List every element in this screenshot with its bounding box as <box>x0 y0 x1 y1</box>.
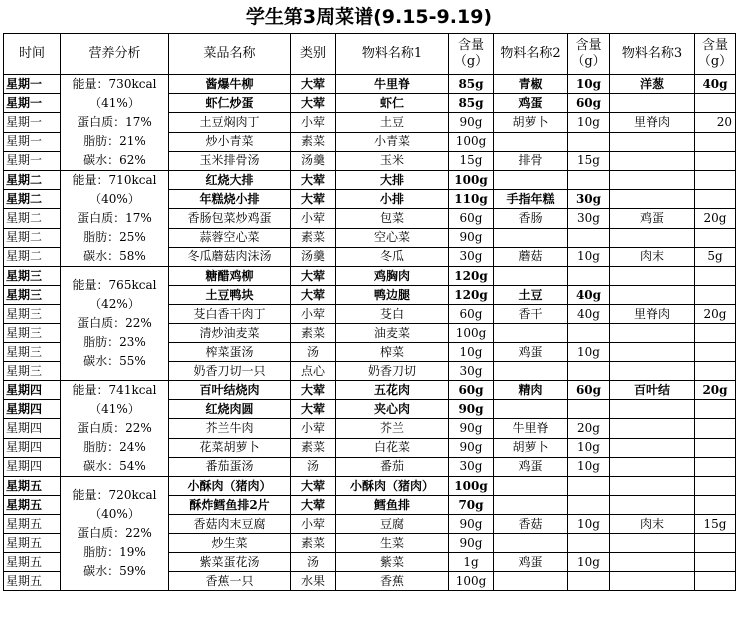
table-row <box>4 75 736 94</box>
qty3-cell: 20g <box>695 209 736 228</box>
header-cell-qty3: 含量（g） <box>695 34 736 75</box>
day-cell: 星期二 <box>4 209 61 228</box>
qty2-cell <box>568 572 610 591</box>
material1-cell: 鳕鱼排 <box>336 496 449 515</box>
qty3-cell <box>695 267 736 286</box>
qty3-cell <box>695 190 736 209</box>
material2-cell: 土豆 <box>494 286 568 305</box>
nutrition-cell <box>61 171 169 267</box>
material2-cell: 鸡蛋 <box>494 553 568 572</box>
qty3-cell <box>695 553 736 572</box>
day-cell: 星期四 <box>4 457 61 476</box>
nutrition-line: 蛋白质：22% <box>77 421 152 435</box>
header-cell-qty1: 含量（g） <box>449 34 494 75</box>
qty2-cell: 20g <box>568 419 610 438</box>
qty3-cell <box>695 151 736 170</box>
qty3-cell <box>695 419 736 438</box>
dish-cell: 清炒油麦菜 <box>169 324 291 343</box>
material3-cell <box>610 534 695 553</box>
material1-cell: 芟白 <box>336 305 449 324</box>
dish-cell: 红烧肉圆 <box>169 400 291 419</box>
qty3-cell <box>695 343 736 362</box>
material3-cell <box>610 132 695 151</box>
material1-cell: 玉米 <box>336 151 449 170</box>
material3-cell <box>610 267 695 286</box>
material2-cell: 香干 <box>494 305 568 324</box>
material2-cell <box>494 400 568 419</box>
material2-cell <box>494 171 568 190</box>
material1-cell: 鸡胸肉 <box>336 267 449 286</box>
category-cell: 小荤 <box>291 419 336 438</box>
category-cell: 大荤 <box>291 286 336 305</box>
header-cell-material3: 物料名称3 <box>610 34 695 75</box>
material1-cell: 奶香刀切 <box>336 362 449 381</box>
qty2-cell <box>568 171 610 190</box>
nutrition-line: 能量：765kcal <box>72 278 157 292</box>
material1-cell: 小酥肉（猪肉） <box>336 477 449 496</box>
dish-cell: 土豆鸭块 <box>169 286 291 305</box>
category-cell: 大荤 <box>291 477 336 496</box>
day-cell: 星期四 <box>4 419 61 438</box>
qty2-cell: 10g <box>568 457 610 476</box>
header-cell-qty2: 含量（g） <box>568 34 610 75</box>
nutrition-cell <box>61 75 169 171</box>
material3-cell: 百叶结 <box>610 381 695 400</box>
material3-cell <box>610 228 695 247</box>
nutrition-line: 脂肪：19% <box>83 545 146 559</box>
qty1-cell: 60g <box>449 305 494 324</box>
category-cell: 大荤 <box>291 94 336 113</box>
material2-cell: 排骨 <box>494 151 568 170</box>
category-cell: 汤 <box>291 343 336 362</box>
qty2-cell: 10g <box>568 343 610 362</box>
qty1-cell: 90g <box>449 113 494 132</box>
qty2-cell: 10g <box>568 438 610 457</box>
material2-cell: 手指年糕 <box>494 190 568 209</box>
qty3-cell <box>695 438 736 457</box>
nutrition-line: （40%） <box>89 507 140 521</box>
material1-cell: 鸭边腿 <box>336 286 449 305</box>
header-cell-dish: 菜品名称 <box>169 34 291 75</box>
table-row <box>4 267 736 286</box>
qty3-cell <box>695 132 736 151</box>
dish-cell: 花菜胡萝卜 <box>169 438 291 457</box>
material1-cell: 虾仁 <box>336 94 449 113</box>
qty3-cell <box>695 572 736 591</box>
dish-cell: 奶香刀切一只 <box>169 362 291 381</box>
nutrition-cell <box>61 381 169 477</box>
category-cell: 素菜 <box>291 324 336 343</box>
nutrition-line: 碳水：54% <box>83 459 146 473</box>
qty2-cell <box>568 400 610 419</box>
qty3-cell <box>695 534 736 553</box>
qty1-cell: 120g <box>449 267 494 286</box>
dish-cell: 香菇肉末豆腐 <box>169 515 291 534</box>
material3-cell <box>610 553 695 572</box>
qty3-cell <box>695 94 736 113</box>
material3-cell: 里脊肉 <box>610 113 695 132</box>
table-row <box>4 171 736 190</box>
qty2-cell: 30g <box>568 209 610 228</box>
dish-cell: 红烧大排 <box>169 171 291 190</box>
category-cell: 大荤 <box>291 496 336 515</box>
category-cell: 点心 <box>291 362 336 381</box>
qty2-cell: 40g <box>568 305 610 324</box>
qty1-cell: 30g <box>449 362 494 381</box>
material3-cell <box>610 477 695 496</box>
category-cell: 大荤 <box>291 171 336 190</box>
material3-cell <box>610 171 695 190</box>
dish-cell: 小酥肉（猪肉） <box>169 477 291 496</box>
qty3-cell <box>695 286 736 305</box>
material2-cell <box>494 496 568 515</box>
material1-cell: 包菜 <box>336 209 449 228</box>
category-cell: 素菜 <box>291 438 336 457</box>
nutrition-line: 脂肪：21% <box>83 134 146 148</box>
qty2-cell: 60g <box>568 94 610 113</box>
qty1-cell: 90g <box>449 438 494 457</box>
header-row <box>4 34 736 75</box>
qty1-cell: 85g <box>449 94 494 113</box>
qty2-cell: 10g <box>568 515 610 534</box>
material2-cell: 胡萝卜 <box>494 113 568 132</box>
material1-cell: 五花肉 <box>336 381 449 400</box>
qty2-cell <box>568 132 610 151</box>
nutrition-line: 能量：730kcal <box>72 77 157 91</box>
qty3-cell: 20g <box>695 305 736 324</box>
material1-cell: 夹心肉 <box>336 400 449 419</box>
dish-cell: 酥炸鳕鱼排2片 <box>169 496 291 515</box>
header-cell-material1: 物料名称1 <box>336 34 449 75</box>
day-cell: 星期三 <box>4 267 61 286</box>
day-cell: 星期五 <box>4 496 61 515</box>
qty1-cell: 100g <box>449 477 494 496</box>
dish-cell: 冬瓜蘑菇肉沫汤 <box>169 247 291 266</box>
material1-cell: 榨菜 <box>336 343 449 362</box>
material3-cell: 里脊肉 <box>610 305 695 324</box>
qty2-cell <box>568 228 610 247</box>
qty3-cell: 20g <box>695 381 736 400</box>
category-cell: 大荤 <box>291 190 336 209</box>
day-cell: 星期五 <box>4 553 61 572</box>
header-cell-nutrition: 营养分析 <box>61 34 169 75</box>
day-cell: 星期三 <box>4 305 61 324</box>
qty1-cell: 100g <box>449 572 494 591</box>
day-cell: 星期一 <box>4 94 61 113</box>
day-cell: 星期二 <box>4 228 61 247</box>
qty3-cell <box>695 477 736 496</box>
qty1-cell: 90g <box>449 515 494 534</box>
qty3-cell <box>695 228 736 247</box>
material2-cell: 精肉 <box>494 381 568 400</box>
material1-cell: 冬瓜 <box>336 247 449 266</box>
category-cell: 小荤 <box>291 209 336 228</box>
nutrition-line: （41%） <box>89 402 140 416</box>
qty3-cell <box>695 171 736 190</box>
material3-cell: 肉末 <box>610 247 695 266</box>
nutrition-line: 蛋白质：17% <box>77 211 152 225</box>
qty1-cell: 70g <box>449 496 494 515</box>
dish-cell: 糖醋鸡柳 <box>169 267 291 286</box>
qty2-cell: 40g <box>568 286 610 305</box>
material3-cell: 洋葱 <box>610 75 695 94</box>
qty3-cell: 15g <box>695 515 736 534</box>
material3-cell <box>610 438 695 457</box>
dish-cell: 百叶结烧肉 <box>169 381 291 400</box>
category-cell: 小荤 <box>291 515 336 534</box>
material2-cell: 香肠 <box>494 209 568 228</box>
nutrition-line: 碳水：62% <box>83 153 146 167</box>
material2-cell <box>494 324 568 343</box>
qty1-cell: 1g <box>449 553 494 572</box>
menu-table <box>3 33 736 591</box>
category-cell: 汤羹 <box>291 151 336 170</box>
material1-cell: 空心菜 <box>336 228 449 247</box>
nutrition-line: 脂肪：24% <box>83 440 146 454</box>
qty1-cell: 15g <box>449 151 494 170</box>
menu-table-body <box>4 34 736 591</box>
material2-cell: 青椒 <box>494 75 568 94</box>
category-cell: 汤 <box>291 457 336 476</box>
qty3-cell <box>695 324 736 343</box>
material2-cell <box>494 267 568 286</box>
qty3-cell: 5g <box>695 247 736 266</box>
nutrition-line: 蛋白质：17% <box>77 115 152 129</box>
day-cell: 星期五 <box>4 515 61 534</box>
material1-cell: 牛里脊 <box>336 75 449 94</box>
material2-cell <box>494 132 568 151</box>
day-cell: 星期一 <box>4 132 61 151</box>
dish-cell: 蒜蓉空心菜 <box>169 228 291 247</box>
day-cell: 星期一 <box>4 75 61 94</box>
dish-cell: 炒小青菜 <box>169 132 291 151</box>
qty3-cell: 40g <box>695 75 736 94</box>
qty1-cell: 90g <box>449 534 494 553</box>
category-cell: 水果 <box>291 572 336 591</box>
material2-cell: 胡萝卜 <box>494 438 568 457</box>
day-cell: 星期一 <box>4 113 61 132</box>
material2-cell <box>494 572 568 591</box>
material3-cell <box>610 286 695 305</box>
day-cell: 星期二 <box>4 247 61 266</box>
day-cell: 星期三 <box>4 362 61 381</box>
material1-cell: 大排 <box>336 171 449 190</box>
material3-cell <box>610 572 695 591</box>
qty2-cell: 10g <box>568 553 610 572</box>
qty1-cell: 85g <box>449 75 494 94</box>
dish-cell: 榨菜蛋汤 <box>169 343 291 362</box>
qty2-cell <box>568 496 610 515</box>
material3-cell <box>610 94 695 113</box>
dish-cell: 虾仁炒蛋 <box>169 94 291 113</box>
day-cell: 星期四 <box>4 381 61 400</box>
material2-cell: 蘑菇 <box>494 247 568 266</box>
qty3-cell <box>695 362 736 381</box>
nutrition-line: 碳水：55% <box>83 354 146 368</box>
dish-cell: 炒生菜 <box>169 534 291 553</box>
material1-cell: 豆腐 <box>336 515 449 534</box>
day-cell: 星期五 <box>4 477 61 496</box>
category-cell: 素菜 <box>291 132 336 151</box>
category-cell: 小荤 <box>291 113 336 132</box>
material3-cell <box>610 324 695 343</box>
table-row <box>4 381 736 400</box>
dish-cell: 番茄蛋汤 <box>169 457 291 476</box>
day-cell: 星期四 <box>4 400 61 419</box>
dish-cell: 芟白香干肉丁 <box>169 305 291 324</box>
material3-cell <box>610 190 695 209</box>
qty3-cell <box>695 496 736 515</box>
qty3-cell: 20 <box>695 113 736 132</box>
page-title: 学生第3周菜谱(9.15-9.19) <box>245 6 493 28</box>
material1-cell: 芥兰 <box>336 419 449 438</box>
material2-cell: 鸡蛋 <box>494 457 568 476</box>
material1-cell: 紫菜 <box>336 553 449 572</box>
material1-cell: 土豆 <box>336 113 449 132</box>
material2-cell <box>494 228 568 247</box>
dish-cell: 香肠包菜炒鸡蛋 <box>169 209 291 228</box>
qty1-cell: 100g <box>449 171 494 190</box>
material2-cell: 鸡蛋 <box>494 343 568 362</box>
header-cell-material2: 物料名称2 <box>494 34 568 75</box>
qty2-cell: 10g <box>568 75 610 94</box>
material3-cell <box>610 419 695 438</box>
qty2-cell: 15g <box>568 151 610 170</box>
material3-cell: 鸡蛋 <box>610 209 695 228</box>
material1-cell: 油麦菜 <box>336 324 449 343</box>
qty2-cell: 10g <box>568 247 610 266</box>
day-cell: 星期一 <box>4 151 61 170</box>
header-cell-time: 时间 <box>4 34 61 75</box>
qty1-cell: 30g <box>449 457 494 476</box>
nutrition-line: 碳水：59% <box>83 564 146 578</box>
material2-cell: 牛里脊 <box>494 419 568 438</box>
dish-cell: 香蕉一只 <box>169 572 291 591</box>
nutrition-line: 脂肪：23% <box>83 335 146 349</box>
material1-cell: 小排 <box>336 190 449 209</box>
dish-cell: 玉米排骨汤 <box>169 151 291 170</box>
qty2-cell <box>568 324 610 343</box>
qty1-cell: 30g <box>449 247 494 266</box>
nutrition-line: （42%） <box>89 297 140 311</box>
category-cell: 大荤 <box>291 75 336 94</box>
header-cell-category: 类别 <box>291 34 336 75</box>
nutrition-line: 脂肪：25% <box>83 230 146 244</box>
qty1-cell: 60g <box>449 209 494 228</box>
category-cell: 素菜 <box>291 228 336 247</box>
qty1-cell: 60g <box>449 381 494 400</box>
nutrition-line: 碳水：58% <box>83 249 146 263</box>
qty2-cell: 10g <box>568 113 610 132</box>
day-cell: 星期五 <box>4 534 61 553</box>
nutrition-line: （41%） <box>89 96 140 110</box>
nutrition-line: 能量：710kcal <box>72 173 157 187</box>
dish-cell: 紫菜蛋花汤 <box>169 553 291 572</box>
material3-cell <box>610 496 695 515</box>
material1-cell: 小青菜 <box>336 132 449 151</box>
qty2-cell <box>568 534 610 553</box>
material3-cell: 肉末 <box>610 515 695 534</box>
nutrition-line: 能量：720kcal <box>72 488 157 502</box>
qty1-cell: 110g <box>449 190 494 209</box>
nutrition-line: 蛋白质：22% <box>77 526 152 540</box>
material3-cell <box>610 362 695 381</box>
material2-cell <box>494 362 568 381</box>
day-cell: 星期三 <box>4 343 61 362</box>
day-cell: 星期四 <box>4 438 61 457</box>
qty2-cell: 60g <box>568 381 610 400</box>
nutrition-line: 能量：741kcal <box>72 383 157 397</box>
qty3-cell <box>695 457 736 476</box>
day-cell: 星期二 <box>4 190 61 209</box>
dish-cell: 年糕烧小排 <box>169 190 291 209</box>
nutrition-cell <box>61 477 169 591</box>
category-cell: 小荤 <box>291 305 336 324</box>
day-cell: 星期三 <box>4 286 61 305</box>
material1-cell: 生菜 <box>336 534 449 553</box>
qty1-cell: 10g <box>449 343 494 362</box>
category-cell: 大荤 <box>291 400 336 419</box>
qty1-cell: 90g <box>449 419 494 438</box>
material1-cell: 白花菜 <box>336 438 449 457</box>
qty1-cell: 90g <box>449 400 494 419</box>
qty2-cell: 30g <box>568 190 610 209</box>
nutrition-cell <box>61 267 169 381</box>
table-row <box>4 477 736 496</box>
day-cell: 星期三 <box>4 324 61 343</box>
dish-cell: 芥兰牛肉 <box>169 419 291 438</box>
qty1-cell: 100g <box>449 324 494 343</box>
category-cell: 素菜 <box>291 534 336 553</box>
nutrition-line: 蛋白质：22% <box>77 316 152 330</box>
qty2-cell <box>568 267 610 286</box>
qty1-cell: 100g <box>449 132 494 151</box>
material2-cell: 香菇 <box>494 515 568 534</box>
day-cell: 星期二 <box>4 171 61 190</box>
material1-cell: 番茄 <box>336 457 449 476</box>
material2-cell: 鸡蛋 <box>494 94 568 113</box>
material3-cell <box>610 343 695 362</box>
dish-cell: 酱爆牛柳 <box>169 75 291 94</box>
day-cell: 星期五 <box>4 572 61 591</box>
qty1-cell: 120g <box>449 286 494 305</box>
material2-cell <box>494 477 568 496</box>
category-cell: 汤羹 <box>291 247 336 266</box>
dish-cell: 土豆焖肉丁 <box>169 113 291 132</box>
material1-cell: 香蕉 <box>336 572 449 591</box>
qty2-cell <box>568 477 610 496</box>
material3-cell <box>610 457 695 476</box>
material2-cell <box>494 534 568 553</box>
category-cell: 大荤 <box>291 381 336 400</box>
category-cell: 大荤 <box>291 267 336 286</box>
material3-cell <box>610 151 695 170</box>
category-cell: 汤 <box>291 553 336 572</box>
nutrition-line: （40%） <box>89 192 140 206</box>
qty2-cell <box>568 362 610 381</box>
material3-cell <box>610 400 695 419</box>
qty3-cell <box>695 400 736 419</box>
qty1-cell: 90g <box>449 228 494 247</box>
